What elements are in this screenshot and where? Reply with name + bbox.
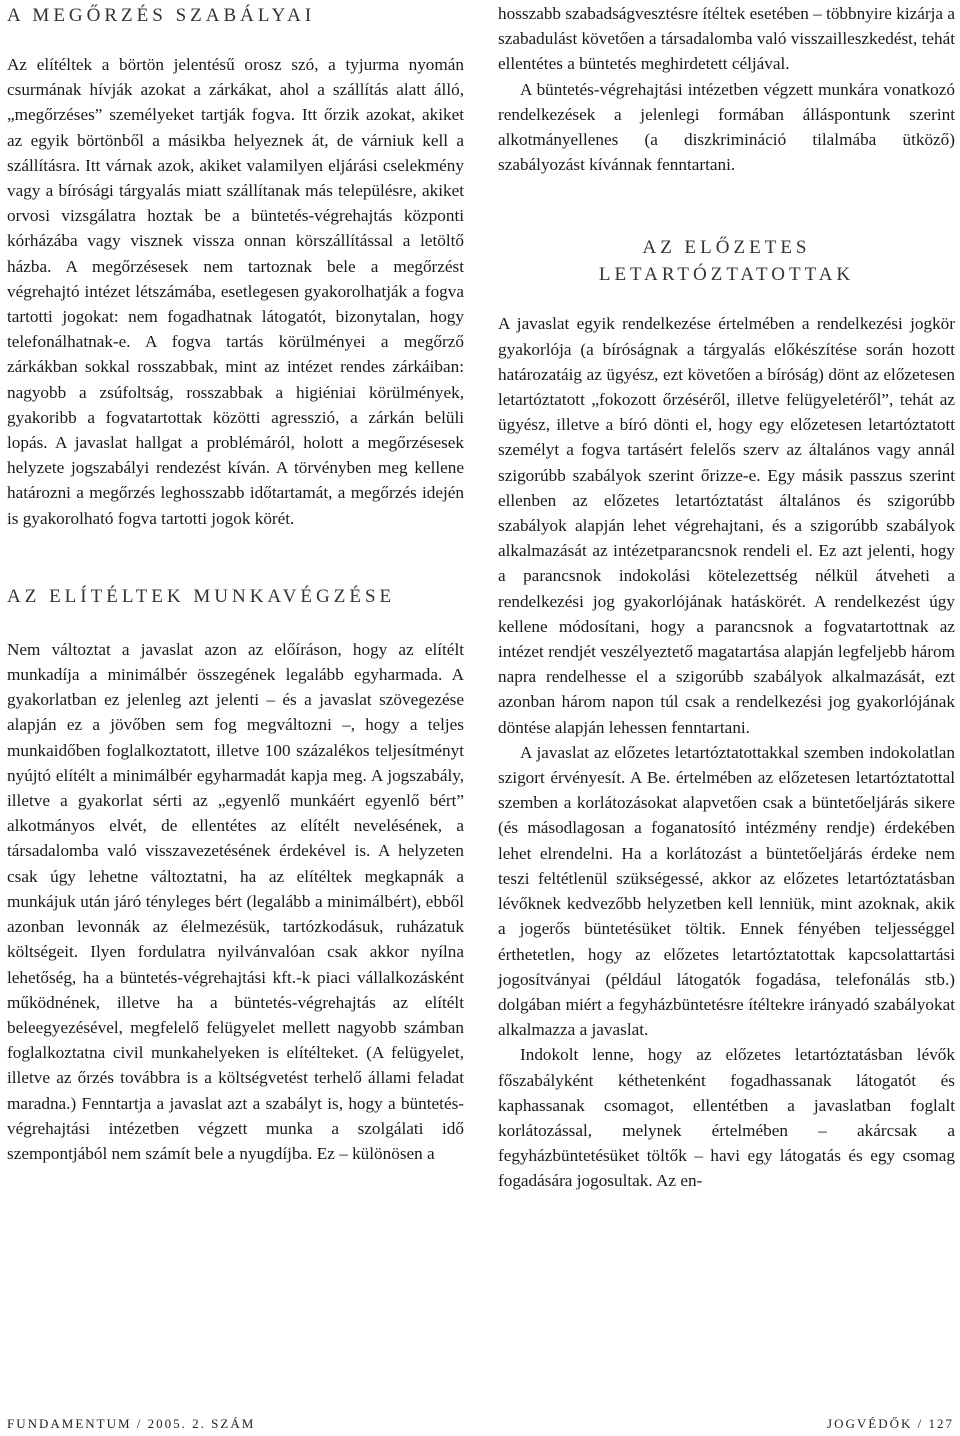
paragraph-indokolatlan-szigor: A javaslat az előzetes letartóztatottakkal szemben indokolatlan szigort érvényesít. A Be. értelmében az előzetesen letartóztatottal szemben a korlátozásokat alapvetően csak a büntetőeljárás sikere (és másodlagosan a foganatosító intézmény rendje) érdekében lehet elrendelni. Ha a korlátozást a büntetőeljárás érdeke nem teszi feltétlenül szükségessé, akkor az előzetes letartóztatásban lévőknek kedvezőbb helyzetben kell lenniük, mint azoknak, akik a jogerős büntetésüket töltik. Ennek fényében teljességgel érthetetlen, hogy az előzetes letartóztatottak kapcsolattartási jogosítványai (például látogatók fogadása, telefonálás stb.) dolgában miért a fegyházbüntetésre ítéltekre irányadó szabályokat alkalmazza a javaslat. (498, 742, 955, 1040)
section-heading-elozetes-line2: LETARTÓZTATOTTAK (598, 264, 855, 286)
section-heading-elozetes-line1: AZ ELŐZETES (642, 237, 811, 259)
paragraph-indokolt-lenne: Indokolt lenne, hogy az előzetes letartóztatásban lévők főszabályként kéthetenként fogadhassanak látogatót és kaphassanak csomagot, ellentétben a javaslatban foglalt korlátozással, melynek értelmében – akárcsak a fegyházbüntetésüket töltők – havi egy látogatás és egy csomag fogadására jogosultak. Az en- (498, 1045, 955, 1191)
section-heading-megorzes: A MEGŐRZÉS SZABÁLYAI (7, 5, 316, 26)
paragraph-rendelkezesi-jog: A javaslat egyik rendelkezése értelmében a rendelkezési jogkör gyakorlója (a bíróságnak a tárgyalás előkészítése során hozott határozatáig az ügyész, ezt követően a bíróság) dönt az előzetesen letartóztatott „fokozott őrzéséről, illetve felügyeletéről”, tehát az ügyész, illetve a bíró dönti el, hogy egy előzetesen letartóztatott személyt a fogva tartásért felelős szerv az általános vagy annál szigorúbb szabályok szerint őrizze-e. Egy másik passzus szerint ellenben az előzetes letartóztatást általános és szigorúbb szabályok alapján lehet végrehajtani, és a szigorúbb szabályok alkalmazását az intézetparancsnok rendeli el. Ez azt jelenti, hogy a parancsnok indokolási kötelezettség nélkül átveheti a rendelkezési jog gyakorlójának hatáskörét. A rendelkezést úgy kellene módosítani, hogy a parancsnok a fogvatartottnak az intézet rendjét veszélyeztető magatartása alapján legfeljebb három napra rendelhesse el a szigorúbb szabályok alkalmazását, ezt azonban három napon túl csak a rendelkezési jog gyakorlójának döntése alapján lehessen fenntartani. (498, 314, 955, 737)
paragraph-alkotmanyellenes: A büntetés-végrehajtási intézetben végzett munkára vonatkozó rendelkezések a jelenlegi formában álláspontunk szerint alkotmányellenes (a diszkrimináció tilalmába ütköző) szabályozást kívánnak fenntartani. (498, 79, 955, 175)
footer-journal: FUNDAMENTUM / 2005. 2. SZÁM (7, 1416, 256, 1431)
paragraph-megorzes: Az elítéltek a börtön jelentésű orosz szó, a tyjurma nyomán csurmának hívják azokat a zárkákat, ahol a szállítás alatt álló, „megőrzéses” személyeket tartják fogva. Itt őrzik azokat, akiket az egyik börtönből a másikba helyeznek át, de várniuk kell a szállításra. Itt várnak azok, akiket valamilyen eljárási cselekmény vagy a bírósági tárgyalás miatt szállítanak más településre, akiket orvosi vizsgálatra hoztak be a büntetés-végrehajtás központi kórházába vagy visznek vissza onnan körszállítással a letöltő házba. A megőrzésesek nem tartoznak bele a megőrzést végrehajtó intézet létszámába, esetlegesen gyakorolhatják a fogva tartotti jogokat: nem fogadhatnak látogatót, bizonytalan, hogy telefonálhatnak-e. A fogva tartás körülményei a megőrző zárkákban sokkal rosszabbak, mint az intézet rendes zárkáiban: nagyobb a zsúfoltság, rosszabbak a higiéniai körülmények, gyakoribb a fogvatartottak közötti agresszió, a zárkán belüli lopás. A javaslat hallgat a problémáról, holott a megőrzésesek helyzete jogszabályi rendezést kíván. A törvényben meg kellene határozni a megőrzés leghosszabb időtartamát, a megőrzés idején is gyakorolható fogva tartotti jogok körét. (7, 55, 464, 528)
footer-page-number: JOGVÉDŐK / 127 (827, 1416, 954, 1431)
left-column (7, 0, 464, 1166)
paragraph-continuation: hosszabb szabadságvesztésre ítéltek esetében – többnyire kizárja a szabadulást követően a társadalomba való visszailleszkedést, tehát ellentétes a büntetés meghirdetett céljával. (498, 4, 955, 74)
paragraph-munkavegzes: Nem változtat a javaslat azon az előíráson, hogy az elítélt munkadíja a minimálbér összegének legalább egyharmada. A gyakorlatban ez jelenleg azt jelenti – és a javaslat szövegezése alapján ez a jövőben sem fog megváltozni –, hogy a teljes munkaidőben foglalkoztatott, illetve 100 százalékos teljesítményt nyújtó elítélt a minimálbér egyharmadát kapja meg. A jogszabály, illetve a gyakorlat sérti az „egyenlő munkáért egyenlő bért” alkotmányos elvét, de ellentétes az elítélt nevelésének, a társadalomba való visszavezetésének érdekével is. A helyzeten csak úgy lehetne változtatni, ha az elítéltek megkapnák a munkájuk után járó tényleges bért (legalább a minimálbért), ebből azonban levonnák az élelmezésük, tartózkodásuk, ruházatuk költségeit. Ilyen fordulatra nyilvánvalóan csak akkor nyílna lehetőség, ha a büntetés-végrehajtási kft.-k piaci vállalkozásként működnének, illetve ha a büntetés-végrehajtás az elítélt beleegyezésével, megfelelő felügyelet mellett nagyobb számban foglalkoztatna civil munkahelyeken is elítélteket. (A felügyelet, illetve az őrzés továbbra is a költségvetést terhelő állami feladat maradna.) Fenntartja a javaslat azt a szabályt is, hogy a büntetés-végrehajtási intézetben végzett munka a szolgálati idő szempontjából nem számít bele a nyugdíjba. Ez – különösen a (7, 639, 464, 1163)
right-column (498, 0, 955, 1194)
section-heading-munkavegzes: AZ ELÍTÉLTEK MUNKAVÉGZÉSE (7, 585, 396, 607)
